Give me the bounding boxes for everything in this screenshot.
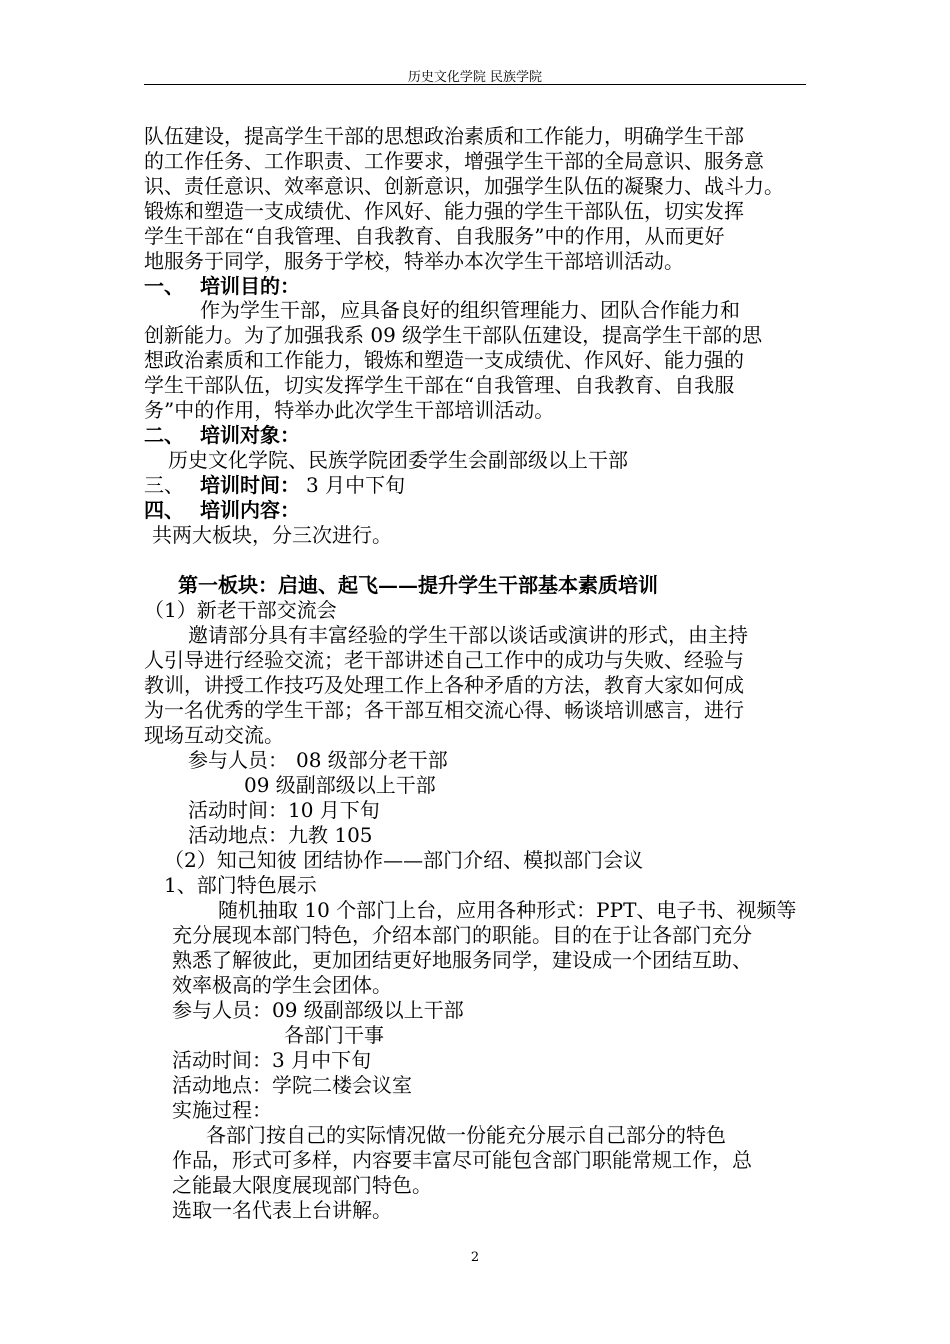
section-number: 二、 — [144, 423, 184, 447]
intro-line: 的工作任务、工作职责、工作要求，增强学生干部的全局意识、服务意 — [144, 149, 764, 173]
item-paragraph-line: 教训，讲授工作技巧及处理工作上各种矛盾的方法，教育大家如何成 — [144, 673, 744, 697]
header-title: 历史文化学院 民族学院 — [407, 70, 543, 85]
item-paragraph-line: 随机抽取 10 个部门上台，应用各种形式：PPT、电子书、视频等 — [218, 898, 797, 922]
block-title: 第一板块：启迪、起飞——提升学生干部基本素质培训 — [178, 573, 658, 597]
intro-line: 学生干部在“自我管理、自我教育、自我服务”中的作用，从而更好 — [144, 224, 725, 248]
item-paragraph-line: 效率极高的学生会团体。 — [172, 973, 392, 997]
section-value: 3 月中下旬 — [306, 473, 406, 497]
participants-value: 各部门干事 — [284, 1023, 384, 1047]
section-paragraph-line: 想政治素质和工作能力，锻炼和塑造一支成绩优、作风好、能力强的 — [144, 348, 744, 372]
section-paragraph-line: 作为学生干部，应具备良好的组织管理能力、团队合作能力和 — [200, 298, 740, 322]
activity-time: 活动时间：10 月下旬 — [188, 798, 380, 822]
section-paragraph-line: 务”中的作用，特举办此次学生干部培训活动。 — [144, 398, 555, 422]
section-heading: 培训目的： — [200, 274, 300, 298]
section-number: 三、 — [144, 473, 184, 497]
activity-place: 活动地点：学院二楼会议室 — [172, 1073, 412, 1097]
section-heading: 培训内容： — [200, 498, 300, 522]
section-heading: 培训时间： — [200, 473, 300, 497]
item-paragraph-line: 为一名优秀的学生干部；各干部互相交流心得、畅谈培训感言，进行 — [144, 698, 744, 722]
item-paragraph-line: 现场互动交流。 — [144, 723, 284, 747]
section-number: 四、 — [144, 498, 184, 522]
page-number: 2 — [470, 1250, 480, 1265]
process-line: 各部门按自己的实际情况做一份能充分展示自己部分的特色 — [206, 1123, 726, 1147]
section-paragraph-line: 历史文化学院、民族学院团委学生会副部级以上干部 — [168, 448, 628, 472]
process-line: 之能最大限度展现部门特色。 — [172, 1173, 432, 1197]
section-number: 一、 — [144, 274, 184, 298]
header-divider — [144, 84, 806, 85]
process-line: 作品，形式可多样，内容要丰富尽可能包含部门职能常规工作，总 — [172, 1148, 752, 1172]
activity-time: 活动时间：3 月中下旬 — [172, 1048, 372, 1072]
process-line: 选取一名代表上台讲解。 — [172, 1198, 392, 1222]
item-paragraph-line: 熟悉了解彼此，更加团结更好地服务同学，建设成一个团结互助、 — [172, 948, 752, 972]
sub-item-title: 1、部门特色展示 — [164, 873, 317, 897]
intro-line: 队伍建设，提高学生干部的思想政治素质和工作能力，明确学生干部 — [144, 124, 744, 148]
section-paragraph-line: 学生干部队伍，切实发挥学生干部在“自我管理、自我教育、自我服 — [144, 373, 735, 397]
intro-line: 地服务于同学，服务于学校，特举办本次学生干部培训活动。 — [144, 249, 684, 273]
intro-line: 识、责任意识、效率意识、创新意识，加强学生队伍的凝聚力、战斗力。 — [144, 174, 784, 198]
section-heading: 培训对象： — [200, 423, 300, 447]
process-label: 实施过程： — [172, 1098, 272, 1122]
section-paragraph-line: 创新能力。为了加强我系 09 级学生干部队伍建设，提高学生干部的思 — [144, 323, 763, 347]
intro-line: 锻炼和塑造一支成绩优、作风好、能力强的学生干部队伍，切实发挥 — [144, 199, 744, 223]
item-paragraph-line: 人引导进行经验交流；老干部讲述自己工作中的成功与失败、经验与 — [144, 648, 744, 672]
item-title: （1）新老干部交流会 — [144, 598, 337, 622]
participants-value: 09 级副部级以上干部 — [244, 773, 436, 797]
item-title: （2）知己知彼 团结协作——部门介绍、模拟部门会议 — [164, 848, 644, 872]
participants-value: 08 级部分老干部 — [296, 748, 448, 772]
section-paragraph-line: 共两大板块，分三次进行。 — [152, 523, 392, 547]
activity-place: 活动地点：九教 105 — [188, 823, 373, 847]
item-paragraph-line: 邀请部分具有丰富经验的学生干部以谈话或演讲的形式，由主持 — [188, 623, 748, 647]
participants-value: 参与人员：09 级副部级以上干部 — [172, 998, 464, 1022]
item-paragraph-line: 充分展现本部门特色，介绍本部门的职能。目的在于让各部门充分 — [172, 923, 752, 947]
participants-label: 参与人员： — [188, 748, 288, 772]
